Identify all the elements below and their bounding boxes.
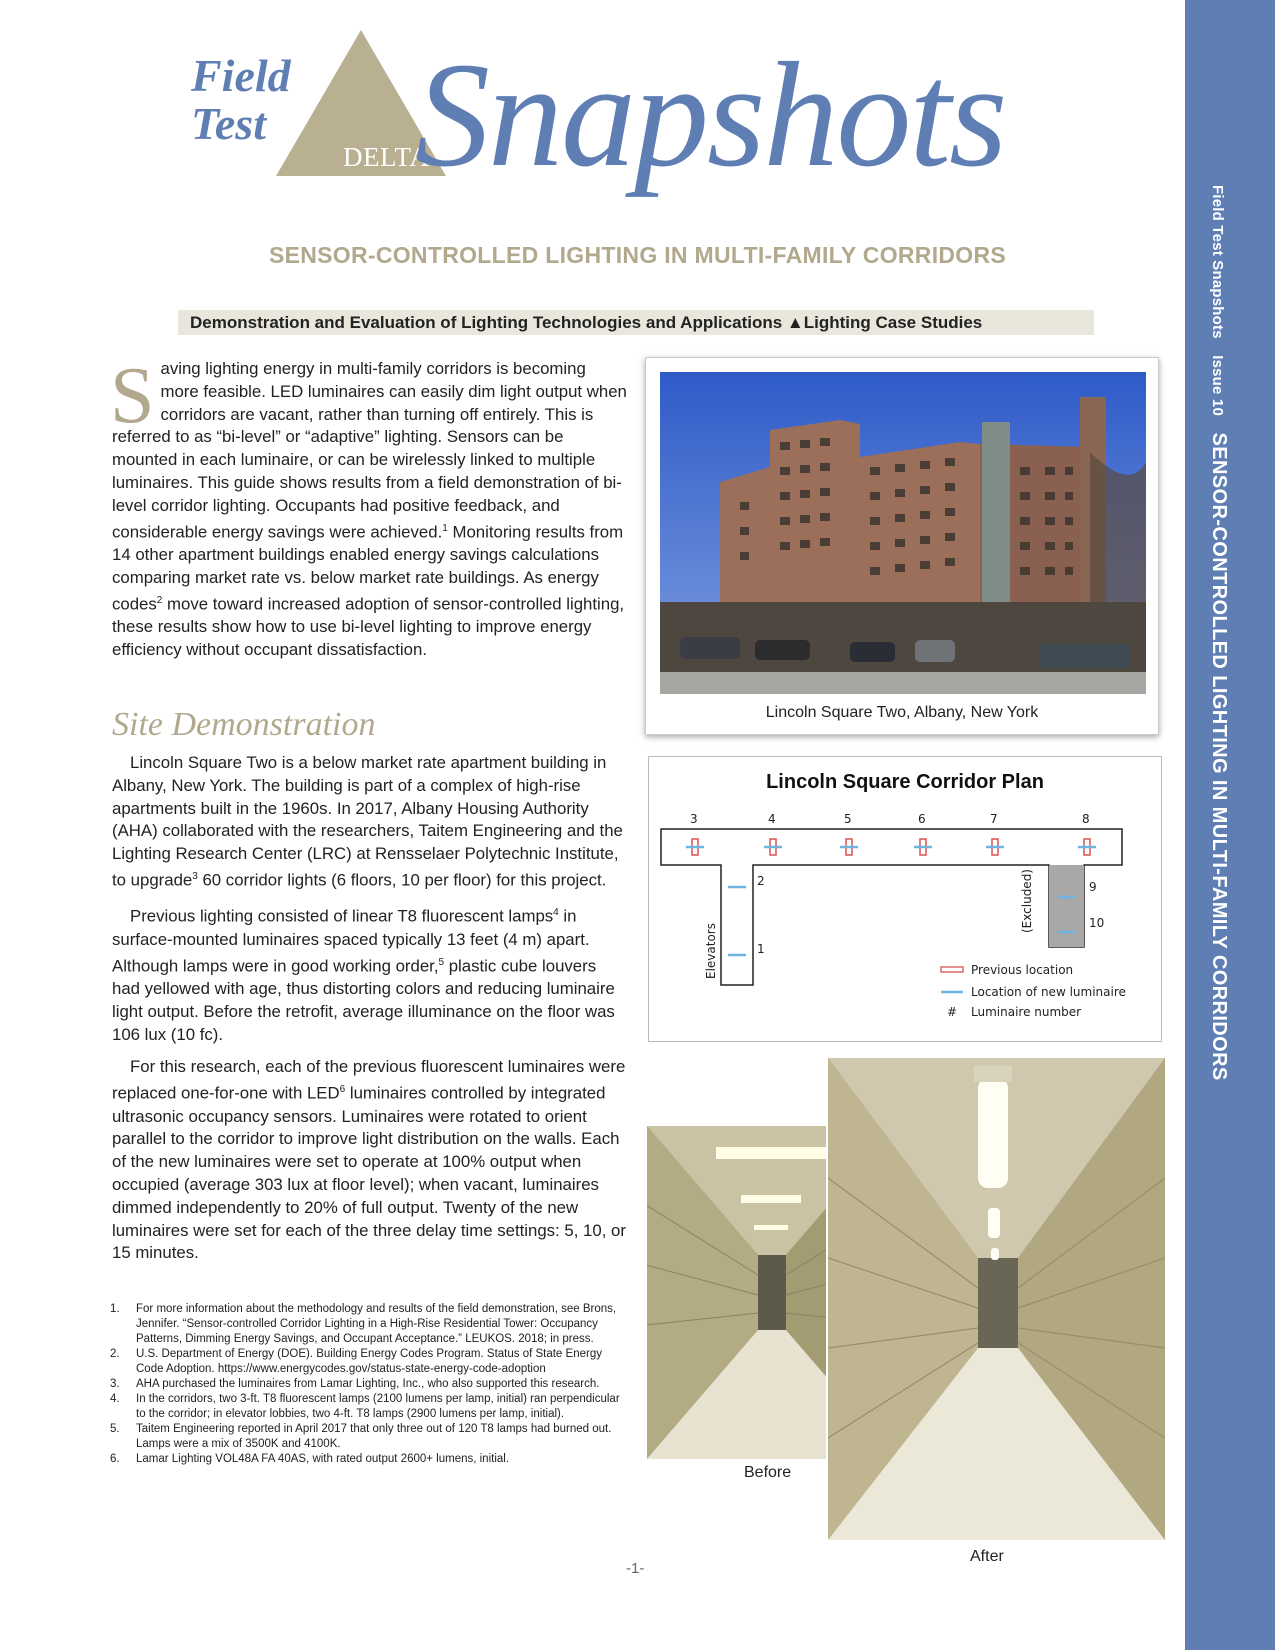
footnote	[110, 1347, 630, 1377]
footnote-number: 6.	[110, 1453, 120, 1465]
side-issue: Issue 10	[1209, 355, 1226, 417]
footnote	[110, 1302, 630, 1347]
footnote-ref-2[interactable]: 2	[156, 594, 163, 606]
footnote-number: 2.	[110, 1348, 120, 1360]
photo-caption: Lincoln Square Two, Albany, New York	[765, 704, 1039, 721]
footnotes	[110, 1302, 630, 1467]
footnote-number: 3.	[110, 1378, 120, 1390]
footnote-ref-3[interactable]: 3	[192, 870, 198, 882]
footnote-ref-1[interactable]: 1	[442, 522, 448, 534]
after-photo	[826, 1058, 1165, 1540]
masthead-field: Field	[191, 50, 291, 101]
side-title: SENSOR-CONTROLLED LIGHTING IN MULTI-FAMILY CORRIDORS	[1208, 432, 1230, 1081]
footnote-number: 1.	[110, 1303, 120, 1315]
footnote-text: AHA purchased the luminaires from Lamar Lighting, Inc., who also supported this research.	[136, 1378, 600, 1390]
p1-text-b: 60 corridor lights (6 floors, 10 per floor) for this project.	[197, 870, 607, 890]
section-title: Site Demonstration	[112, 706, 376, 743]
footnote	[110, 1392, 630, 1422]
luminaire-number: 10	[1089, 916, 1105, 930]
p3-text-b: luminaires controlled by integrated ultrasonic occupancy sensors. Luminaires were rotated to orient parallel to the corridor to improve light distribution on the walls. Each of the new luminaires were set to operate at 100% output when occupied (average 303 lux at floor level); when vacant, luminaires dimmed independently to 20% of full output. Twenty of the new luminaires were set for each of the three delay time settings: 5, 10, or 15 minutes.	[112, 1083, 626, 1263]
page-subtitle: SENSOR-CONTROLLED LIGHTING IN MULTI-FAMILY CORRIDORS	[268, 242, 1007, 268]
page-number: -1-	[626, 1560, 645, 1577]
legend-number: Luminaire number	[971, 1005, 1082, 1019]
paragraph-2	[112, 902, 627, 1046]
intro-paragraph	[110, 352, 627, 662]
footnote	[110, 1377, 630, 1392]
luminaire-number: 9	[1089, 880, 1097, 894]
footnote-ref-5[interactable]: 5	[438, 956, 445, 968]
side-series: Field Test Snapshots	[1209, 185, 1226, 339]
footnote-text: For more information about the methodology and results of the field demonstration, see Brons, Jennifer. “Sensor-controlled Corridor Lighting in a High-Rise Residential Tower: Occupancy Patterns, Dimming Energy Savings, and Occupant Acceptance.” LEUKOS. 2018; in press.	[136, 1303, 617, 1345]
paragraph-3	[112, 1056, 627, 1265]
body-text	[112, 752, 627, 1275]
footnote	[110, 1422, 630, 1452]
corridor-plan	[648, 756, 1162, 1042]
building-photo-card	[645, 357, 1159, 735]
building-photo	[660, 372, 1146, 694]
intro-text-a: aving lighting energy in multi-family corridors is becoming more feasible. LED luminaires can easily dim light output when corridors are vacant, rather than turning off entirely. This is referred to as “bi-level” or “adaptive” lighting. Sensors can be mounted in each luminaire, or can be wirelessly linked to multiple luminaires. This guide shows results from a field demonstration of bi-level corridor lighting. Occupants had positive feedback, and considerable energy savings were achieved.	[112, 359, 627, 542]
side-band-text	[1207, 185, 1230, 1081]
luminaire-number: 6	[918, 812, 926, 826]
footnote-ref-6[interactable]: 6	[339, 1084, 346, 1096]
luminaire-number: 4	[768, 812, 776, 826]
legend-new: Location of new luminaire	[971, 985, 1126, 999]
footnote	[110, 1452, 630, 1467]
plan-diagram	[649, 757, 1161, 1041]
footnote-ref-4[interactable]: 4	[553, 907, 559, 919]
masthead-delta: DELTA	[343, 142, 430, 172]
p1-text-a: Lincoln Square Two is a below market rate apartment building in Albany, New York. The building is part of a complex of high-rise apartments built in the 1960s. In 2017, Albany Housing Authority (AHA) collaborated with the researchers, Taitem Engineering and the Lighting Research Center (LRC) at Rensselaer Polytechnic Institute, to upgrade	[112, 753, 623, 890]
p3-text-a: For this research, each of the previous fluorescent luminaires were replaced one-for-one with LED	[112, 1057, 626, 1103]
paragraph-1	[112, 752, 627, 892]
series-banner: Demonstration and Evaluation of Lighting Technologies and Applications ▲Lighting Case Studies	[178, 310, 1094, 335]
luminaire-number: 7	[990, 812, 998, 826]
before-caption: Before	[744, 1464, 792, 1481]
luminaire-number: 5	[844, 812, 852, 826]
p2-text-b: in surface-mounted luminaires spaced typically 13 feet (4 m) apart. Although lamps were in good working order,	[112, 906, 590, 976]
elevators-label: Elevators	[704, 923, 718, 979]
p2-text-a: Previous lighting consisted of linear T8 fluorescent lamps	[130, 906, 554, 926]
intro-text-b: Monitoring results from 14 other apartment buildings enabled energy savings calculations comparing market rate vs. below market rate buildings. As energy codes	[112, 522, 624, 614]
plan-title: Lincoln Square Corridor Plan	[766, 771, 1044, 793]
p2-text-c: plastic cube louvers had yellowed with age, thus distorting colors and reducing luminaire light output. Before the retrofit, average illuminance on the floor was 106 lux (10 fc).	[112, 956, 615, 1044]
luminaire-number: 1	[757, 942, 765, 956]
excluded-label: (Excluded)	[1020, 869, 1034, 933]
luminaire-number: 2	[757, 874, 765, 888]
intro-text-c: move toward increased adoption of sensor-controlled lighting, these results show how to use bi-level lighting to improve energy efficiency without occupant dissatisfaction.	[112, 594, 625, 659]
footnote-text: In the corridors, two 3-ft. T8 fluorescent lamps (2100 lumens per lamp, initial) ran perpendicular to the corridor; in elevator lobbies, two 4-ft. T8 lamps (2900 lumens per lamp, initial).	[136, 1393, 620, 1420]
luminaire-number: 8	[1082, 812, 1090, 826]
masthead-snapshots: Snapshots	[415, 32, 1006, 198]
masthead-test: Test	[191, 98, 266, 149]
footnote-text: Lamar Lighting VOL48A FA 40AS, with rated output 2600+ lumens, initial.	[136, 1453, 510, 1465]
legend-previous: Previous location	[971, 963, 1074, 977]
luminaire-number: 3	[690, 812, 698, 826]
after-caption: After	[970, 1548, 1004, 1565]
legend-previous-swatch	[941, 967, 963, 972]
footnote-number: 5.	[110, 1423, 120, 1435]
footnote-text: Taitem Engineering reported in April 2017 that only three out of 120 T8 lamps had burned out. Lamps were a mix of 3500K and 4100K.	[136, 1423, 612, 1450]
footnote-text[interactable]: U.S. Department of Energy (DOE). Building Energy Codes Program. Status of State Energy Code Adoption. https://www.energycodes.gov/status-state-energy-code-adoption	[136, 1348, 602, 1375]
footnote-number: 4.	[110, 1393, 120, 1405]
dropcap: S	[110, 352, 155, 440]
legend-number-symbol: #	[947, 1005, 958, 1019]
